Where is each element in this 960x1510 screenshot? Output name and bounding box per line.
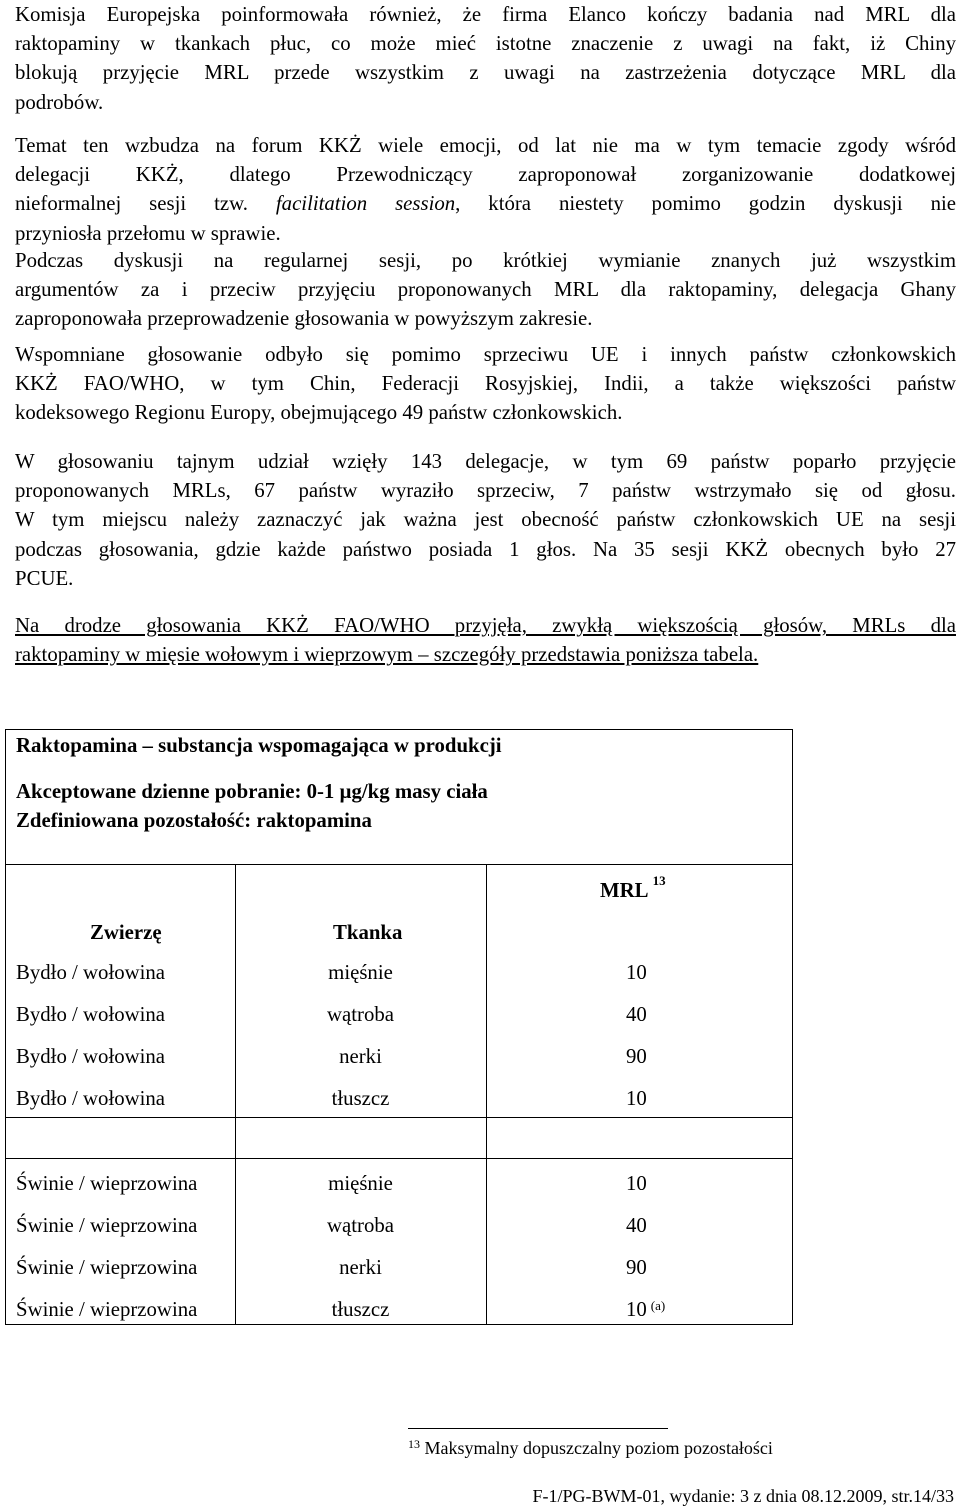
text-line: raktopaminy w tkankach płuc, co może mieć istotne znaczenie z uwagi na fakt, iż Chiny — [15, 32, 956, 56]
cell-animal: Świnie / wieprzowina — [16, 1214, 198, 1237]
cell-animal: Bydło / wołowina — [16, 1087, 166, 1110]
cell-mrl: 90 — [626, 1045, 647, 1068]
text-line: Wspomniane głosowanie odbyło się pomimo sprzeciwu UE i innych państw członkowskich — [15, 343, 956, 366]
table-divider — [6, 864, 792, 865]
table-row — [6, 1256, 792, 1298]
paragraph-forum — [15, 131, 956, 248]
text-line: podczas głosowania, gdzie każde państwo posiada 1 głos. Na 35 sesji KKŻ obecnych było 27 — [15, 537, 956, 561]
table-title: Raktopamina – substancja wspomagająca w produkcji — [16, 734, 502, 757]
text-line: blokują przyjęcie MRL przede wszystkim z uwagi na zastrzeżenia dotyczące MRL dla — [15, 61, 956, 85]
cell-mrl: 90 — [626, 1256, 647, 1279]
text-line: podrobów. — [15, 90, 104, 114]
cell-mrl: 40 — [626, 1214, 647, 1237]
paragraph-vote-results — [15, 447, 956, 593]
text-line: zaproponowała przeprowadzenie głosowania w powyższym zakresie. — [15, 307, 593, 331]
text-line: W głosowaniu tajnym udział wzięły 143 delegacje, w tym 69 państw poparło przyjęcie — [15, 450, 956, 473]
cell-tissue: nerki — [339, 1045, 382, 1068]
cell-animal: Świnie / wieprzowina — [16, 1256, 198, 1279]
header-animal: Zwierzę — [90, 921, 162, 944]
footnote-text: Maksymalny dopuszczalny poziom pozostałości — [424, 1438, 773, 1458]
text-line: delegacji KKŻ, dlatego Przewodniczący zaproponował zorganizowanie dodatkowej — [15, 163, 956, 187]
cell-tissue: mięśnie — [328, 1172, 393, 1195]
text-line: kodeksowego Regionu Europy, obejmującego 49 państw członkowskich. — [15, 401, 623, 425]
paragraph-elanco — [15, 0, 956, 117]
cell-mrl: 40 — [626, 1003, 647, 1026]
table-row — [6, 1298, 792, 1340]
cell-animal: Świnie / wieprzowina — [16, 1298, 198, 1321]
paragraph-discussion — [15, 246, 956, 334]
text-line: argumentów za i przeciw przyjęciu proponowanych MRL dla raktopaminy, delegacja Ghany — [15, 278, 956, 302]
row-divider — [6, 1117, 792, 1118]
note-marker: (a) — [650, 1298, 666, 1313]
table-residue: Zdefiniowana pozostałość: raktopamina — [16, 809, 372, 832]
table-row — [6, 1172, 792, 1214]
cell-tissue: wątroba — [327, 1214, 394, 1237]
text-line: KKŻ FAO/WHO, w tym Chin, Federacji Rosyjskiej, Indii, a także większości państw — [15, 372, 956, 396]
footnote — [408, 1438, 773, 1459]
text-line: W tym miejscu należy zaznaczyć jak ważna jest obecność państw członkowskich UE na sesji — [15, 508, 956, 532]
text-line: proponowanych MRLs, 67 państw wyraziło sprzeciw, 7 państw wstrzymało się od głosu. — [15, 479, 956, 503]
cell-animal: Bydło / wołowina — [16, 1045, 166, 1068]
text-line: Komisja Europejska poinformowała również, że firma Elanco kończy badania nad MRL dla — [15, 3, 956, 26]
italic-term: facilitation session — [275, 192, 456, 216]
text-line-mixed — [15, 189, 956, 218]
page-footer: F-1/PG-BWM-01, wydanie: 3 z dnia 08.12.2009, str.14/33 — [532, 1486, 954, 1506]
cell-mrl: 10 — [626, 961, 647, 984]
text-line: PCUE. — [15, 566, 74, 590]
header-mrl — [600, 873, 666, 903]
text-line: Podczas dyskusji na regularnej sesji, po krótkiej wymianie znanych już wszystkim — [15, 249, 956, 272]
text-line: Temat ten wzbudza na forum KKŻ wiele emocji, od lat nie ma w tym temacie zgody wśród — [15, 134, 956, 157]
header-mrl-label: MRL — [600, 878, 648, 902]
text-line: Na drodze głosowania KKŻ FAO/WHO przyjęła, zwykłą większością głosów, MRLs dla — [15, 614, 956, 637]
cell-tissue: tłuszcz — [331, 1298, 390, 1321]
text-segment: , która niestety pomimo godzin dyskusji nie — [455, 192, 957, 216]
cell-mrl — [626, 1298, 665, 1322]
cell-mrl: 10 — [626, 1087, 647, 1110]
text-line: raktopaminy w mięsie wołowym i wieprzowym – szczegóły przedstawia poniższa tabela. — [15, 643, 759, 667]
cell-animal: Bydło / wołowina — [16, 1003, 166, 1026]
row-divider — [6, 1158, 792, 1159]
text-segment: nieformalnej sesji tzw. — [15, 192, 248, 216]
table-row — [6, 1003, 792, 1045]
cell-tissue: nerki — [339, 1256, 382, 1279]
table-row — [6, 1045, 792, 1087]
footnote-number: 13 — [408, 1437, 420, 1451]
cell-animal: Bydło / wołowina — [16, 961, 166, 984]
footnote-rule — [408, 1428, 668, 1429]
table-adi: Akceptowane dzienne pobranie: 0-1 µg/kg masy ciała — [16, 780, 488, 803]
table-row — [6, 961, 792, 1003]
footnote-ref: 13 — [652, 873, 666, 888]
cell-animal: Świnie / wieprzowina — [16, 1172, 198, 1195]
header-tissue: Tkanka — [333, 921, 403, 944]
text-line: przyniosła przełomu w sprawie. — [15, 221, 281, 245]
paragraph-vote-objection — [15, 340, 956, 428]
table-row — [6, 1087, 792, 1129]
cell-mrl: 10 — [626, 1172, 647, 1195]
table-row — [6, 1214, 792, 1256]
mrl-table — [5, 729, 793, 1325]
paragraph-adoption-underlined — [15, 611, 956, 669]
cell-mrl-value: 10 — [626, 1298, 647, 1321]
cell-tissue: wątroba — [327, 1003, 394, 1026]
cell-tissue: tłuszcz — [331, 1087, 390, 1110]
cell-tissue: mięśnie — [328, 961, 393, 984]
